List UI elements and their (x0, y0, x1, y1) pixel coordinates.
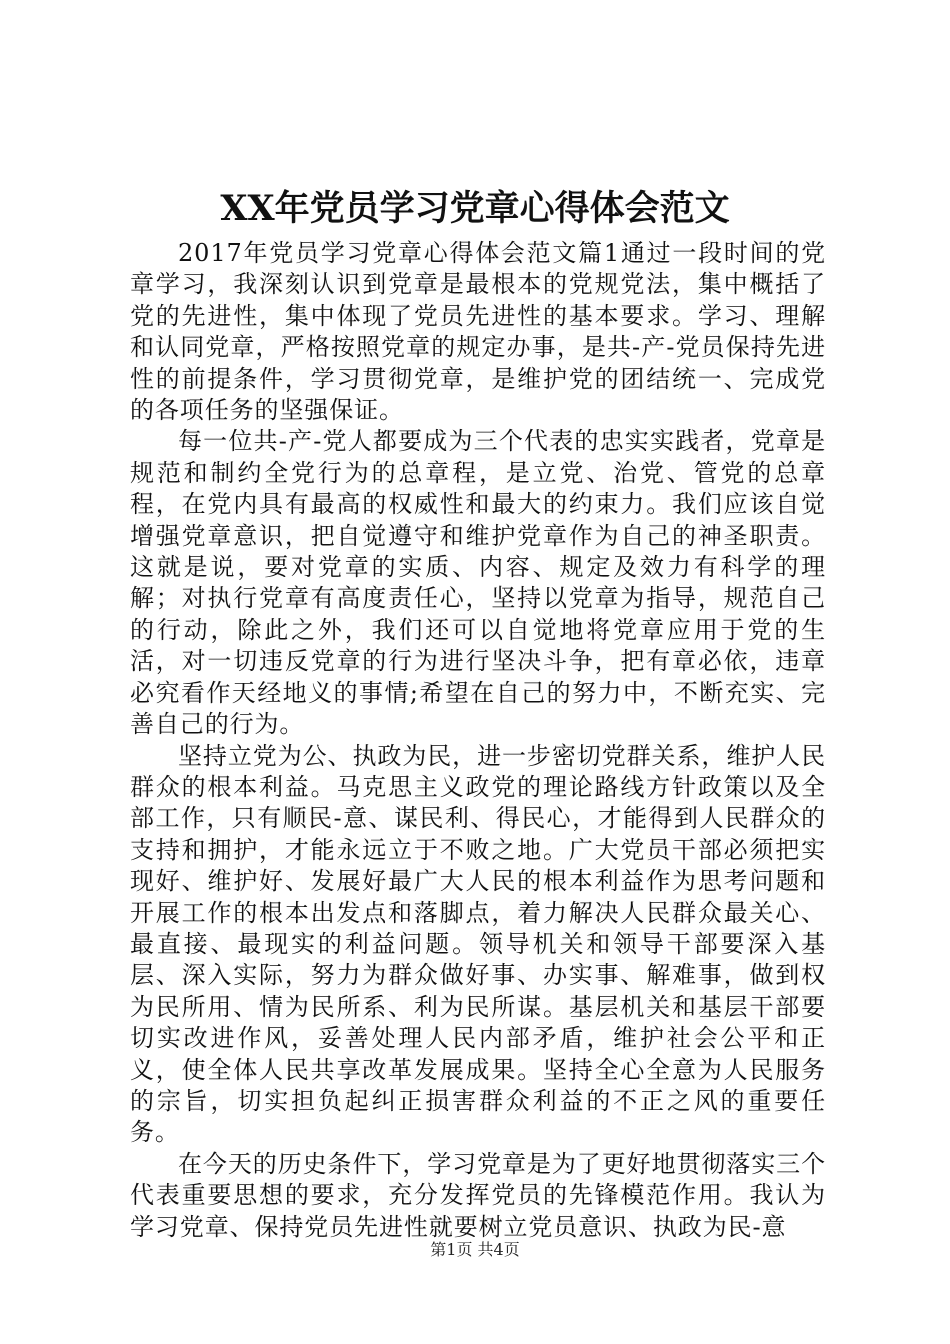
document-body (130, 238, 826, 1243)
paragraph-4: 在今天的历史条件下，学习党章是为了更好地贯彻落实三个代表重要思想的要求，充分发挥党员的先锋模范作用。我认为学习党章、保持党员先进性就要树立党员意识、执政为民-意 (130, 1149, 826, 1241)
paragraph-1: 2017年党员学习党章心得体会范文篇1通过一段时间的党章学习，我深刻认识到党章是最根本的党规党法，集中概括了党的先进性，集中体现了党员先进性的基本要求。学习、理解和认同党章，严格按照党章的规定办事，是共-产-党员保持先进性的前提条件，学习贯彻党章，是维护党的团结统一、完成党的各项任务的坚强保证。 (130, 239, 826, 425)
paragraph-2: 每一位共-产-党人都要成为三个代表的忠实实践者，党章是规范和制约全党行为的总章程，是立党、治党、管党的总章程，在党内具有最高的权威性和最大的约束力。我们应该自觉增强党章意识，把自觉遵守和维护党章作为自己的神圣职责。这就是说，要对党章的实质、内容、规定及效力有科学的理解；对执行党章有高度责任心，坚持以党章为指导，规范自己的行动，除此之外，我们还可以自觉地将党章应用于党的生活，对一切违反党章的行为进行坚决斗争，把有章必依，违章必究看作天经地义的事情;希望在自己的努力中，不断充实、完善自己的行为。 (130, 427, 826, 739)
paragraph-3: 坚持立党为公、执政为民，进一步密切党群关系，维护人民群众的根本利益。马克思主义政党的理论路线方针政策以及全部工作，只有顺民-意、谋民利、得民心，才能得到人民群众的支持和拥护，才能永远立于不败之地。广大党员干部必须把实现好、维护好、发展好最广大人民的根本利益作为思考问题和开展工作的根本出发点和落脚点，着力解决人民群众最关心、最直接、最现实的利益问题。领导机关和领导干部要深入基层、深入实际，努力为群众做好事、办实事、解难事，做到权为民所用、情为民所系、利为民所谋。基层机关和基层干部要切实改进作风，妥善处理人民内部矛盾，维护社会公平和正义，使全体人民共享改革发展成果。坚持全心全意为人民服务的宗旨，切实担负起纠正损害群众利益的不正之风的重要任务。 (130, 741, 826, 1147)
page-number-footer: 第1页 共4页 (430, 1240, 520, 1259)
document-title: XX年党员学习党章心得体会范文 (220, 188, 730, 229)
